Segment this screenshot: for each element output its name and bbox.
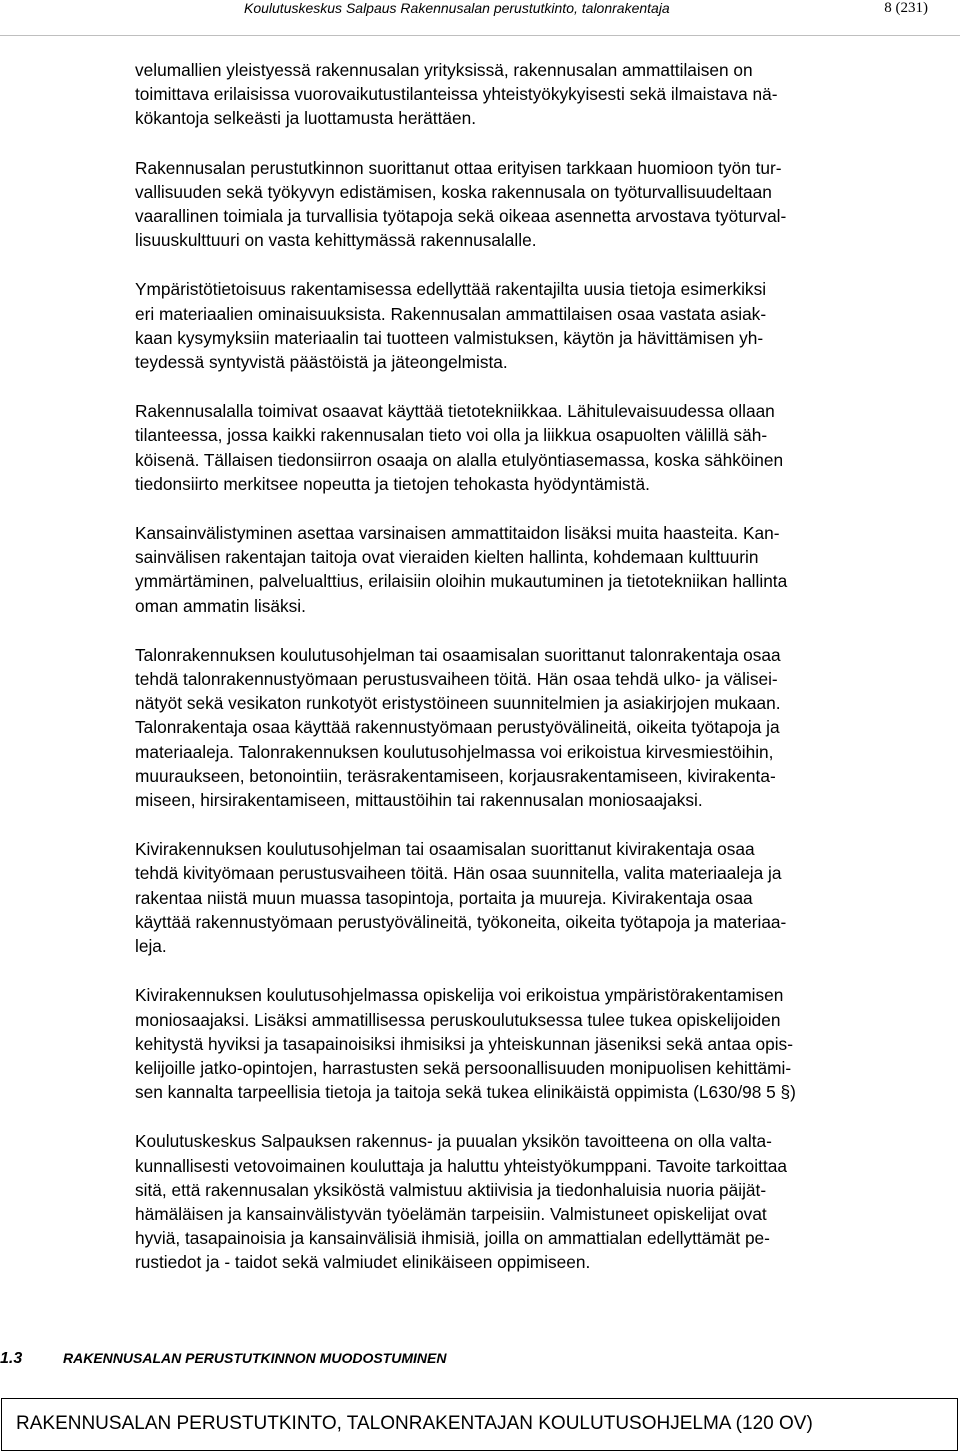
text-line: oman ammatin lisäksi.	[135, 595, 306, 616]
text-line: rustiedot ja - taidot sekä valmiudet elinikäiseen oppimiseen.	[135, 1252, 591, 1273]
paragraph	[135, 58, 947, 131]
text-line: Kivirakennuksen koulutusohjelman tai osaamisalan suorittanut kivirakentaja osaa	[135, 839, 755, 860]
text-line: sainvälisen rakentajan taitoja ovat vieraiden kielten hallinta, kohdemaan kulttuurin	[135, 547, 759, 568]
text-line: kelijoille jatko-opintojen, harrastusten sekä persoonallisuuden monipuolisen kehittämi-	[135, 1057, 792, 1078]
program-box	[1, 1398, 958, 1451]
text-line: Kansainvälistyminen asettaa varsinaisen ammattitaidon lisäksi muita haasteita. Kan-	[135, 523, 780, 544]
section-title: RAKENNUSALAN PERUSTUTKINNON MUODOSTUMINEN	[63, 1350, 447, 1366]
text-line: kehitystä hyviksi ja tasapainoisiksi ihmisiksi ja yhteiskunnan jäseniksi sekä antaa opis-	[135, 1033, 793, 1054]
text-line: eri materiaalien ominaisuuksista. Rakennusalan ammattilaisen osaa vastata asiak-	[135, 303, 767, 324]
text-line: moniosaajaksi. Lisäksi ammatillisessa peruskoulutuksessa tulee tukea opiskelijoiden	[135, 1009, 781, 1030]
text-line: Talonrakentaja osaa käyttää rakennustyömaan perustyövälineitä, oikeita työtapoja ja	[135, 717, 780, 738]
paragraph	[135, 837, 947, 958]
text-line: sitä, että rakennusalan yksiköstä valmistuu aktiivisia ja tiedonhaluisia nuoria päijät-	[135, 1179, 767, 1200]
text-line: kökantoja selkeästi ja luottamusta herättäen.	[135, 108, 477, 129]
program-box-text: RAKENNUSALAN PERUSTUTKINTO, TALONRAKENTAJAN KOULUTUSOHJELMA (120 OV)	[16, 1413, 813, 1434]
text-line: velumallien yleistyessä rakennusalan yrityksissä, rakennusalan ammattilaisen on	[135, 60, 753, 80]
paragraph	[135, 1129, 947, 1274]
text-line: tilanteessa, jossa kaikki rakennusalan tieto voi olla ja liikkua osapuolten välillä säh-	[135, 425, 768, 446]
text-line: Rakennusalan perustutkinnon suorittanut ottaa erityisen tarkkaan huomioon työn tur-	[135, 157, 782, 178]
text-line: nätyöt sekä vesikaton runkotyöt eristystöineen suunnitelmien ja asiakirjojen mukaan.	[135, 693, 781, 714]
text-line: ymmärtäminen, palvelualttius, erilaisiin oloihin mukautuminen ja tietotekniikan hallinta	[135, 571, 788, 592]
text-line: tiedonsiirto merkitsee nopeutta ja tietojen tehokasta hyödyntämistä.	[135, 473, 650, 494]
text-line: miseen, hirsirakentamiseen, mittaustöihin tai rakennusalan moniosaajaksi.	[135, 790, 703, 811]
header-title: Koulutuskeskus Salpaus Rakennusalan perustutkinto, talonrakentaja	[244, 0, 670, 16]
text-line: vaarallinen toimiala ja turvallisia työtapoja sekä oikeaa asennetta arvostava työturval-	[135, 206, 787, 227]
text-line: Koulutuskeskus Salpauksen rakennus- ja puualan yksikön tavoitteena on olla valta-	[135, 1131, 772, 1152]
text-line: kunnallisesti vetovoimainen kouluttaja ja haluttu yhteistyökumppani. Tavoite tarkoittaa	[135, 1155, 787, 1176]
paragraph	[135, 983, 947, 1104]
paragraph	[135, 521, 947, 618]
paragraph	[135, 399, 947, 496]
text-line: leja.	[135, 936, 167, 957]
text-line: sen kannalta tarpeellisia tietoja ja taitoja sekä tukea elinikäistä oppimista (L630/98 5 §)	[135, 1082, 796, 1103]
paragraph	[135, 643, 947, 812]
text-line: Talonrakennuksen koulutusohjelman tai osaamisalan suorittanut talonrakentaja osaa	[135, 644, 781, 665]
text-line: rakentaa niistä muun muassa tasopintoja, portaita ja muureja. Kivirakentaja osaa	[135, 887, 753, 908]
text-line: materiaaleja. Talonrakennuksen koulutusohjelmassa voi erikoistua kirvesmiestöihin,	[135, 741, 774, 762]
body-text	[135, 58, 947, 1300]
text-line: kaan kysymyksiin materiaalin tai tuotteen valmistuksen, käytön ja hävittämisen yh-	[135, 327, 764, 348]
section-heading	[0, 1346, 446, 1371]
text-line: hyviä, tasapainoisia ja kansainvälisiä ihmisiä, joilla on ammattialan edellyttämät pe-	[135, 1228, 770, 1249]
section-number: 1.3	[0, 1350, 23, 1367]
page-header	[0, 0, 960, 36]
text-line: Kivirakennuksen koulutusohjelmassa opiskelija voi erikoistua ympäristörakentamisen	[135, 985, 784, 1006]
text-line: lisuuskulttuuri on vasta kehittymässä rakennusalalle.	[135, 230, 537, 251]
paragraph	[135, 156, 947, 253]
text-line: käyttää rakennustyömaan perustyövälineitä, työkoneita, oikeita työtapoja ja materiaa-	[135, 911, 787, 932]
text-line: vallisuuden sekä työkyvyn edistämisen, koska rakennusala on työturvallisuudeltaan	[135, 181, 772, 202]
paragraph	[135, 277, 947, 374]
page-number: 8 (231)	[884, 0, 928, 16]
text-line: tehdä talonrakennustyömaan perustusvaiheen töitä. Hän osaa tehdä ulko- ja välisei-	[135, 669, 778, 690]
text-line: Ympäristötietoisuus rakentamisessa edellyttää rakentajilta uusia tietoja esimerkiksi	[135, 279, 767, 300]
text-line: muuraukseen, betonointiin, teräsrakentamiseen, korjausrakentamiseen, kivirakenta-	[135, 765, 776, 786]
text-line: Rakennusalalla toimivat osaavat käyttää tietotekniikkaa. Lähitulevaisuudessa ollaan	[135, 401, 775, 422]
text-line: toimittava erilaisissa vuorovaikutustilanteissa yhteistyökykyisesti sekä ilmaistava nä-	[135, 84, 778, 105]
text-line: hämäläisen ja kansainvälistyvän työelämän tarpeisiin. Valmistuneet opiskelijat ovat	[135, 1203, 767, 1224]
text-line: tehdä kivityömaan perustusvaiheen töitä. Hän osaa suunnitella, valita materiaaleja ja	[135, 863, 782, 884]
text-line: teydessä syntyvistä päästöistä ja jäteongelmista.	[135, 352, 508, 373]
text-line: köisenä. Tällaisen tiedonsiirron osaaja on alalla etulyöntiasemassa, koska sähköinen	[135, 449, 784, 470]
